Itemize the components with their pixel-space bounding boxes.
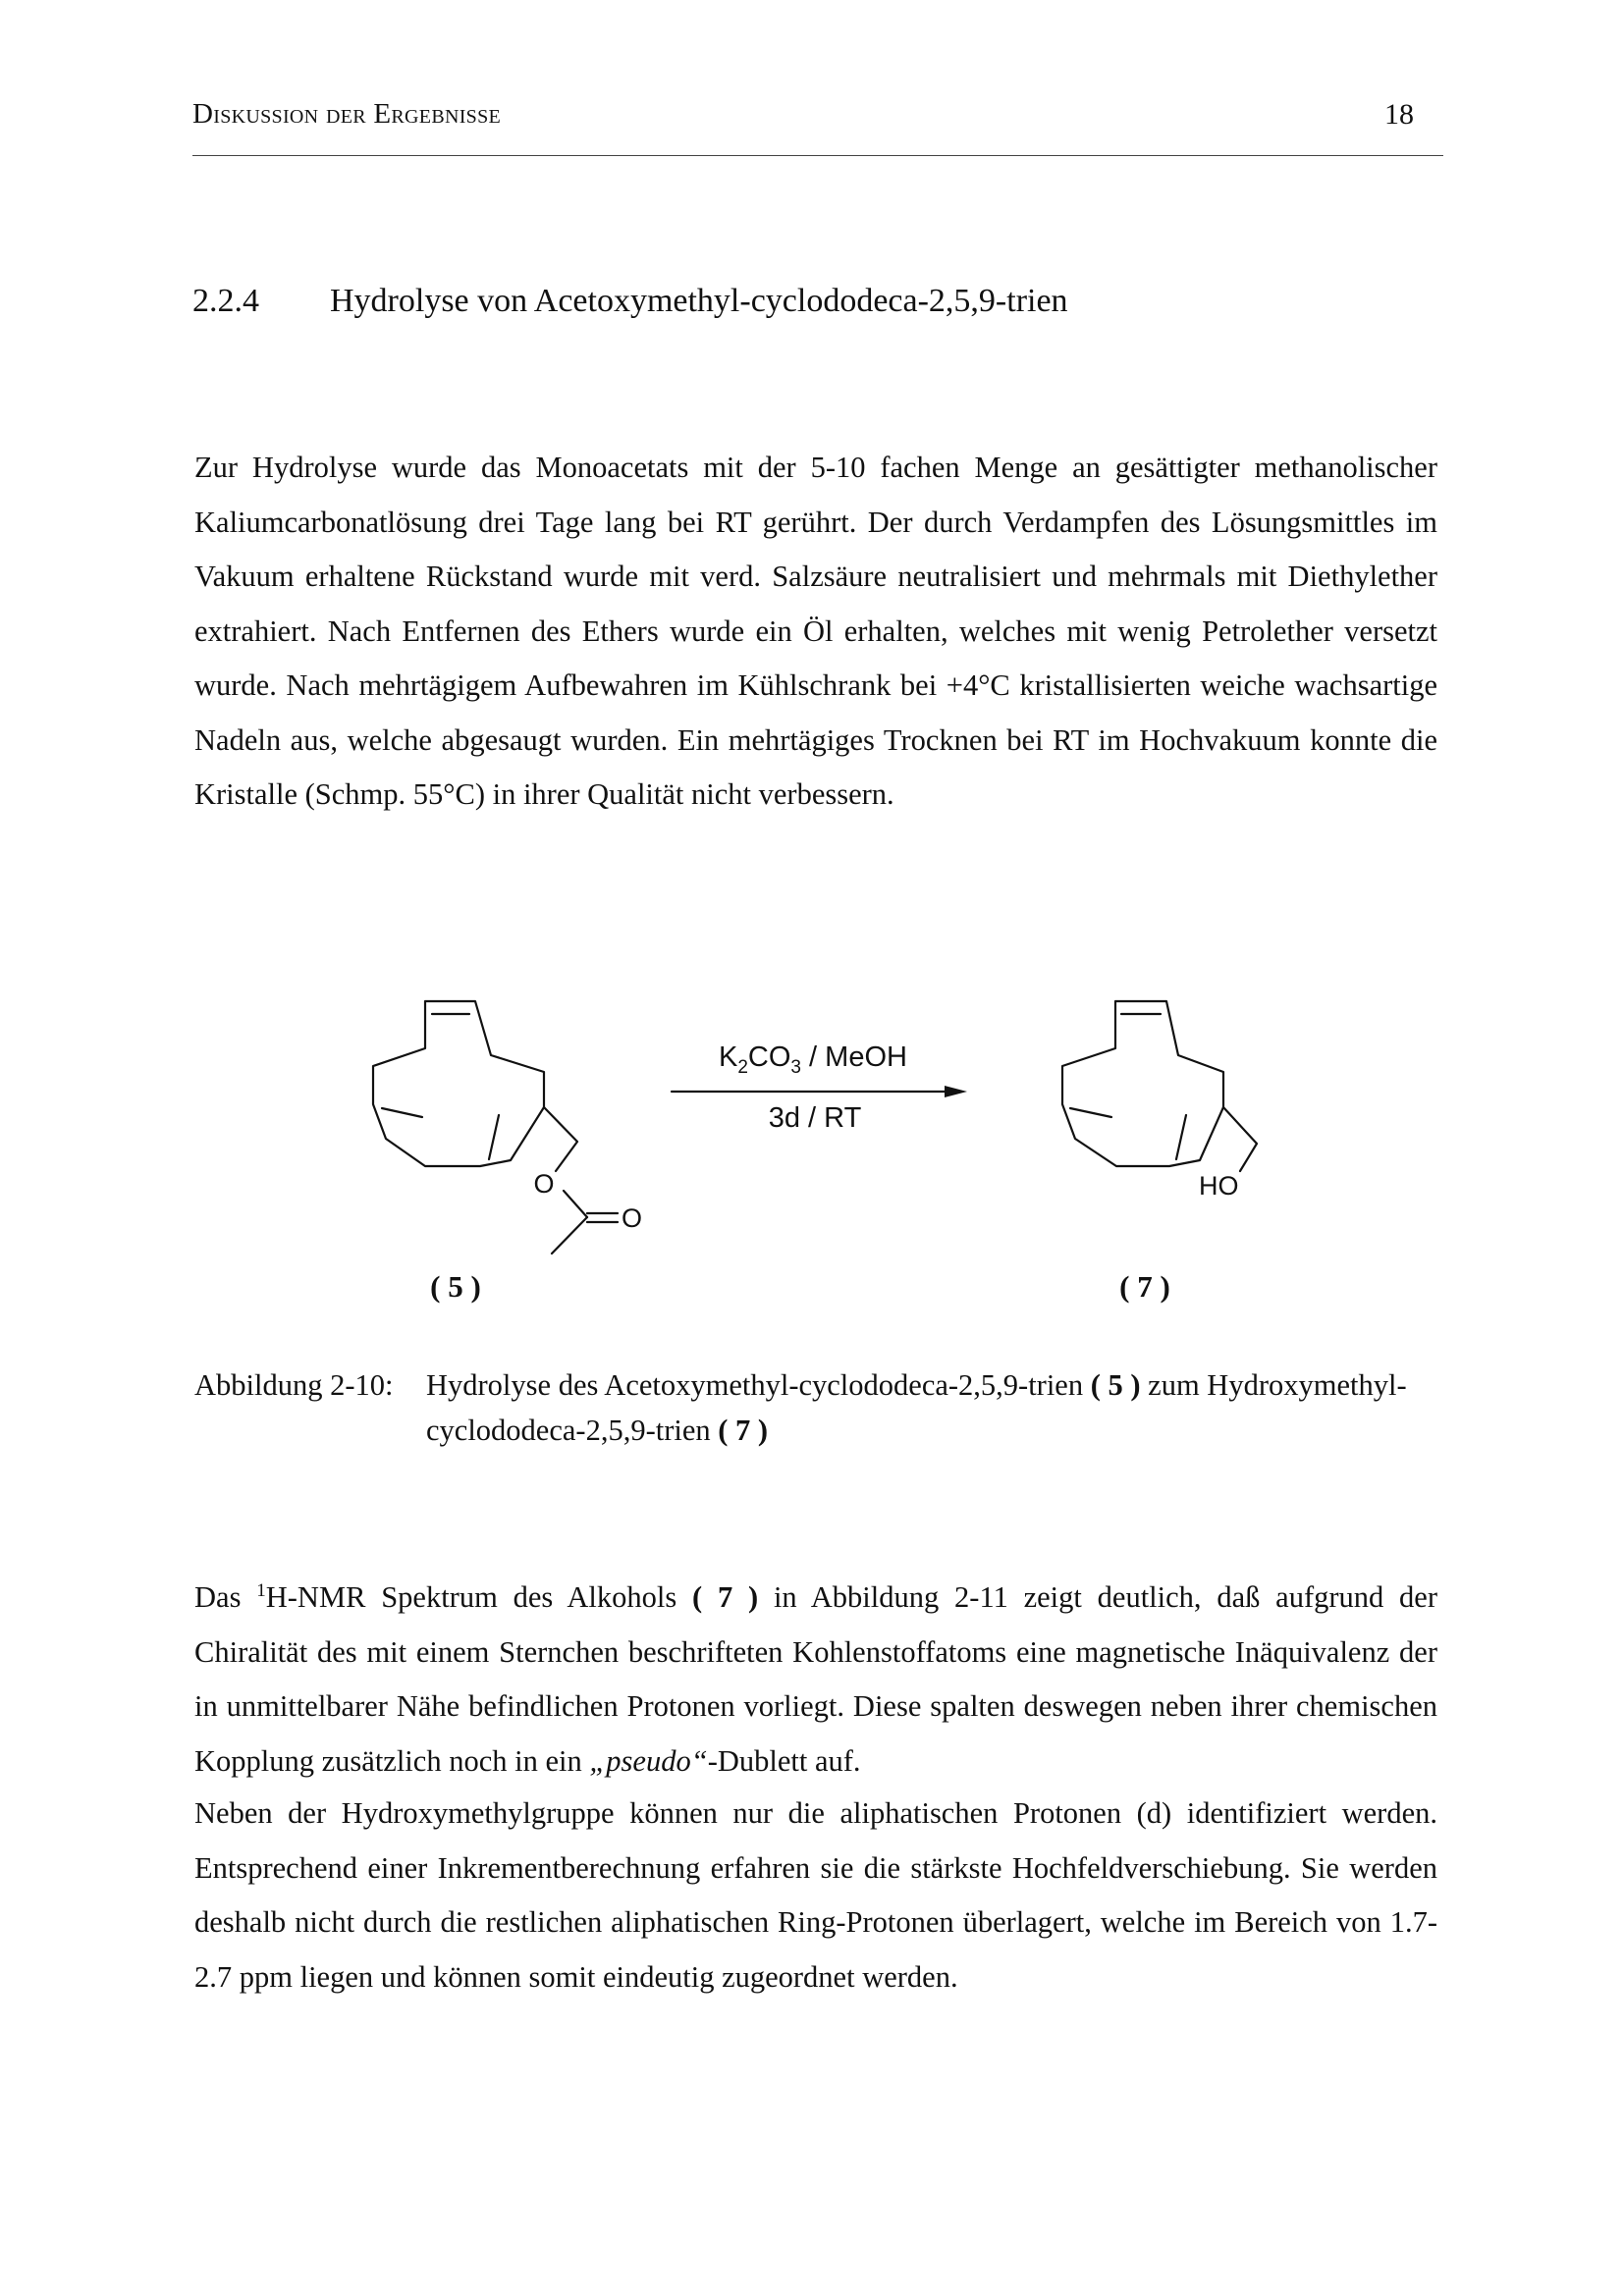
- cyclododecatriene-ring-left: [373, 1001, 618, 1254]
- header-title: Diskussion der Ergebnisse: [192, 98, 502, 130]
- paragraph-aliphatic: Neben der Hydroxymethylgruppe können nur die aliphatischen Protonen (d) identifiziert werden. Entsprechend einer Inkrementberechnung erfahren sie die stärkste Hochfeldverschiebung. Sie werden deshalb nicht durch die restlichen aliphatischen Ring-Protonen überlagert, welche im Bereich von 1.7-2.7 ppm liegen und können somit eindeutig zugeordnet werden.: [194, 1796, 1437, 1994]
- header-rule: [192, 155, 1443, 156]
- conditions-label: 3d / RT: [768, 1102, 862, 1134]
- atom-hydroxyl: HO: [1199, 1171, 1239, 1201]
- compound-label-5: ( 5 ): [430, 1269, 481, 1304]
- caption-text: Hydrolyse des Acetoxymethyl-cyclododeca-2,5,9-trien ( 5 ) zum Hydroxymethyl-cyclododeca-2,5,9-trien ( 7 ): [426, 1368, 1407, 1447]
- atom-carbonyl-oxygen: O: [622, 1203, 643, 1233]
- atom-ester-oxygen: O: [533, 1169, 555, 1199]
- page-number: 18: [1384, 98, 1414, 131]
- section-number: 2.2.4: [192, 283, 259, 319]
- paragraph-nmr: Das $^1$H-NMR Spektrum des Alkohols ( 7 ) in Abbildung 2-11 zeigt deutlich, daß aufgrund der Chiralität des mit einem Sternchen beschrifteten Kohlenstoffatoms eine magnetische Inäquivalenz der in unmittelbarer Nähe befindlichen Protonen vorliegt. Diese spalten deswegen neben ihrer chemischen Kopplung zusätzlich noch in ein „pseudo“-Dublett auf.: [194, 1579, 1437, 1778]
- running-header: [192, 98, 1443, 137]
- cyclododecatriene-ring-right: [1062, 1001, 1257, 1171]
- caption-label: Abbildung 2-10:: [194, 1368, 394, 1402]
- compound-label-7: ( 7 ): [1119, 1269, 1170, 1304]
- section-title: Hydrolyse von Acetoxymethyl-cyclododeca-2,5,9-trien: [330, 283, 1068, 319]
- section-heading: [192, 283, 1443, 320]
- reagent-label: $K_2CO_3$ / MeOH: [719, 1041, 907, 1078]
- paragraph-hydrolysis: Zur Hydrolyse wurde das Monoacetats mit der 5-10 fachen Menge an gesättigter methanolischer Kaliumcarbonatlösung drei Tage lang bei RT gerührt. Der durch Verdampfen des Lösungsmittles im Vakuum erhaltene Rückstand wurde mit verd. Salzsäure neutralisiert und mehrmals mit Diethylether extrahiert. Nach Entfernen des Ethers wurde ein Öl erhalten, welches mit wenig Petrolether versetzt wurde. Nach mehrtägigem Aufbewahren im Kühlschrank bei +4°C kristallisierten weiche wachsartige Nadeln aus, welche abgesaugt wurden. Ein mehrtägiges Trocknen bei RT im Hochvakuum konnte die Kristalle (Schmp. 55°C) in ihrer Qualität nicht verbessern.: [194, 451, 1437, 811]
- reaction-arrow: [672, 1086, 967, 1097]
